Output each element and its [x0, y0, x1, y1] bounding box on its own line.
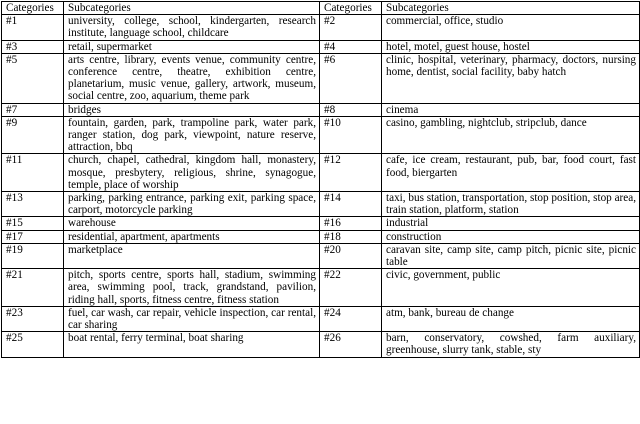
table-row [2, 40, 640, 53]
category-id: #25 [2, 332, 64, 357]
category-id: #10 [320, 116, 382, 154]
subcategories: hotel, motel, guest house, hostel [382, 40, 640, 53]
subcategories: retail, supermarket [64, 40, 320, 53]
subcategories: boat rental, ferry terminal, boat sharing [64, 332, 320, 357]
table-row [2, 192, 640, 217]
subcategories: casino, gambling, nightclub, stripclub, dance [382, 116, 640, 154]
table-row [2, 103, 640, 116]
subcategories: clinic, hospital, veterinary, pharmacy, doctors, nursing home, dentist, social facility, baby hatch [382, 53, 640, 103]
subcategories: industrial [382, 217, 640, 230]
category-id: #6 [320, 53, 382, 103]
category-id: #21 [2, 269, 64, 307]
header-row [2, 2, 640, 15]
subcategories: atm, bank, bureau de change [382, 306, 640, 331]
category-id: #5 [2, 53, 64, 103]
subcategories: barn, conservatory, cowshed, farm auxiliary, greenhouse, slurry tank, stable, sty [382, 332, 640, 357]
category-id: #13 [2, 192, 64, 217]
table-row [2, 243, 640, 268]
subcategories: church, chapel, cathedral, kingdom hall, monastery, mosque, presbytery, religious, shrine, synagogue, temple, place of worship [64, 154, 320, 192]
subcategories: cinema [382, 103, 640, 116]
header-categories-left: Categories [2, 2, 64, 15]
table-row [2, 230, 640, 243]
header-subcategories-right: Subcategories [382, 2, 640, 15]
subcategories: parking, parking entrance, parking exit, parking space, carport, motorcycle parking [64, 192, 320, 217]
table-row [2, 217, 640, 230]
table-row [2, 306, 640, 331]
category-id: #7 [2, 103, 64, 116]
table-row [2, 116, 640, 154]
category-id: #16 [320, 217, 382, 230]
category-id: #17 [2, 230, 64, 243]
table-row [2, 15, 640, 40]
subcategories: pitch, sports centre, sports hall, stadium, swimming area, swimming pool, track, grandstand, pavilion, riding hall, sports, fitness centre, fitness station [64, 269, 320, 307]
category-id: #8 [320, 103, 382, 116]
table-row [2, 269, 640, 307]
category-id: #14 [320, 192, 382, 217]
category-id: #24 [320, 306, 382, 331]
subcategories: fountain, garden, park, trampoline park, water park, ranger station, dog park, viewpoint, nature reserve, attraction, bbq [64, 116, 320, 154]
category-id: #22 [320, 269, 382, 307]
subcategories: taxi, bus station, transportation, stop position, stop area, train station, platform, station [382, 192, 640, 217]
header-categories-right: Categories [320, 2, 382, 15]
category-table-wrapper [1, 1, 639, 358]
subcategories: construction [382, 230, 640, 243]
table-row [2, 332, 640, 357]
category-id: #4 [320, 40, 382, 53]
subcategories: university, college, school, kindergarten, research institute, language school, childcare [64, 15, 320, 40]
category-id: #19 [2, 243, 64, 268]
subcategories: fuel, car wash, car repair, vehicle inspection, car rental, car sharing [64, 306, 320, 331]
category-id: #1 [2, 15, 64, 40]
category-id: #20 [320, 243, 382, 268]
table-row [2, 154, 640, 192]
category-id: #9 [2, 116, 64, 154]
category-id: #18 [320, 230, 382, 243]
subcategories: cafe, ice cream, restaurant, pub, bar, food court, fast food, biergarten [382, 154, 640, 192]
subcategories: warehouse [64, 217, 320, 230]
subcategories: arts centre, library, events venue, community centre, conference centre, theatre, exhibition centre, planetarium, music venue, gallery, artwork, museum, social centre, zoo, aquarium, theme park [64, 53, 320, 103]
category-id: #3 [2, 40, 64, 53]
category-table [1, 1, 640, 358]
subcategories: bridges [64, 103, 320, 116]
category-id: #12 [320, 154, 382, 192]
subcategories: civic, government, public [382, 269, 640, 307]
subcategories: residential, apartment, apartments [64, 230, 320, 243]
category-id: #23 [2, 306, 64, 331]
category-id: #15 [2, 217, 64, 230]
table-row [2, 53, 640, 103]
subcategories: caravan site, camp site, camp pitch, picnic site, picnic table [382, 243, 640, 268]
category-id: #2 [320, 15, 382, 40]
category-id: #26 [320, 332, 382, 357]
category-id: #11 [2, 154, 64, 192]
subcategories: commercial, office, studio [382, 15, 640, 40]
header-subcategories-left: Subcategories [64, 2, 320, 15]
subcategories: marketplace [64, 243, 320, 268]
